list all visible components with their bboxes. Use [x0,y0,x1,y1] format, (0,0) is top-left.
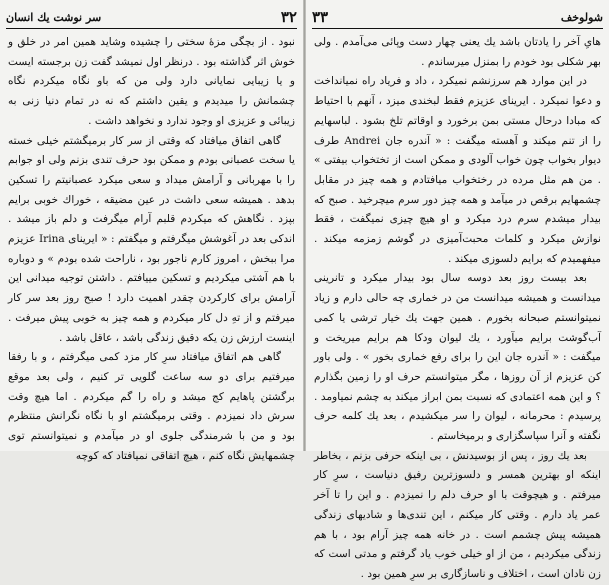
right-header-rule [312,28,603,29]
right-page-header [312,6,603,28]
left-paragraph: نبود . از بچگی مزهٔ سختی را چشیده وشاید همین امر در خلق و خوش اثر گذاشته بود . درنظر اول نمیشد گفت زن برجسته ایست و یا زیبایی نمایانی دارد ولی من که باو نگاه میکردم نگاه چشمانش را میدیدم و یقین داشتم که نه در تمام دنیا زنی به زیبائی و عزیزی او وجود ندارد و نخواهد داشت . [8,36,295,127]
left-page-number: ۳۲ [280,8,297,26]
left-body-text [8,33,295,462]
left-header-rule [6,28,297,29]
left-paragraph: گاهی هم اتفاق میافتاد سرِ کار مزد کمی میگرفتم ، و با رفقا میرفتیم برای دو سه ساعت گلویی تر کنیم ، ولی بعد موقع برگشتن پاهایم کج میشد و راه را گم میکردم . اما هیچ وقت سرش داد نمیزدم . وقتی برمیگشتم او با نگاه نگرانش منتظرم بود و من با شرمندگی جلوی او در میآمدم و نمیتوانستم توی چشمهایش نگاه کنم ، هیچ اتفاقی نمیافتاد که کوچه [8,351,295,462]
right-body-text [314,33,601,580]
right-paragraph: بعد یك روز ، پس از بوسیدنش ، بی اینکه حرفی بزنم ، بخاطر اینکه او بهترین همسر و دلسوزترین رفیق دنیاست ، سرِ کار میرفتم . و هیچوقت با او حرف دلم را نمیزدم . و این را تا آخر عمر یاد دارم . وقتی کار میکنم ، این تندی‌ها و شادیهای زندگی همیشه پیش چشمم است . در خانه همه چیز آرام بود ، با هم زندگی میکردیم ، من از او خیلی خوب یاد گرفتم و مدتی است که زن نادان است ، اختلاف و ناسازگاری بر سرِ همین بود . [314,449,601,580]
right-paragraph: هایِ آخر را یادتان باشد یك یعنی چهار دست وپائی می‌آمدم . ولی بهر شکلی بود خودم را بمنزل میرساندم . [314,36,601,68]
left-paragraph: گاهی اتفاق میافتاد که وقتی از سر کار برمیگشتم خیلی خسته یا سخت عصبانی بودم و ممکن بود حرف تندی بزنم ولی او جوابم را با مهربانی و آرامش میداد و سعی میکرد عصبانیتم را تسکین بدهد . همیشه سعی داشت در عین مضیقه ، خوراك خوبی برایم بپزد . نگاهش که میکردم قلبم آرام میگرفت و دلم باز میشد . اندکی بعد در آغوشش میگرفتم و میگفتم : « ایرینای Irina عزیزم مرا ببخش ، امروز کارم ناجور بود ، ناراحت شده بودم » و دوباره با هم آشتی میکردیم و تسکین مییافتم . داشتن توجیه میدانی این آرامش برای کارکردن چقدر اهمیت دارد ! صبح روز بعد سر کار میرفتم و از تهِ دل کار میکردم و همه چیز به خوبی پیش میرفت . اینست ارزش زن یکه دقیق زندگی باشد ، عاقل باشد . [8,134,295,344]
right-page [306,0,609,580]
left-page-header [6,6,297,28]
right-paragraph: در این موارد هم سرزنشم نمیکرد ، داد و فریاد راه نمیانداخت و دعوا نمیکرد . ایرینای عزیزم فقط لبخندی میزد ، آنهم با احتیاط که مبادا درحال مستی بمن برخورد و اوقاتم تلخ بشود . لباسهایم را از تنم میکند و آهسته میگفت : « آندره جان Andrei طرف دیوار بخواب چون خواب آلودی و ممکن است از تختخواب بیفتی » . من هم مثل مرده در رختخواب میافتادم و همه چیز در مقابل چشمهایم برقص در میآمد و همه چیز دور سرم میچرخید . صبح که بیدار میشدم سرم درد میکرد و او هیچ چیزی نمیگفت ، فقط نوازش میکرد و کلمات محبت‌آمیزی در گوشم زمزمه میکند . میفهمیدم که برایم دلسوزی میکند . [314,75,601,265]
right-page-number: ۳۳ [312,8,329,26]
left-running-title: سر نوشت یك انسان [6,10,102,24]
right-paragraph: بعد بیست روز بعد دوسه سال بود بیدار میکرد و تانرینی میدانست و همیشه میدانست من در خماری چه حالی دارم و زیاد نمیتوانستم صبحانه بخورم . همین جهت یك خیار ترشی یا کمی آب‌گوشت برایم میآورد ، یك لیوان ودکا هم برایم میریخت و میگفت : « آندره جان این را برای رفع خماری بخور » . ولی باور کن عزیزم از آن روزها ، مگر میتوانستم حرف او را زمین بگذارم ؟ و این همه اعتمادی که نسبت بمن ابراز میکند به چشم نمیاومد . پرسیدم : محرمانه ، لیوان را سر میکشیدم ، بعد یك کلمه حرف نگفته و آنرا سپاسگزاری و برمیخاستم . [314,272,601,443]
right-running-title: شولوخف [560,10,603,24]
left-page [0,0,303,462]
